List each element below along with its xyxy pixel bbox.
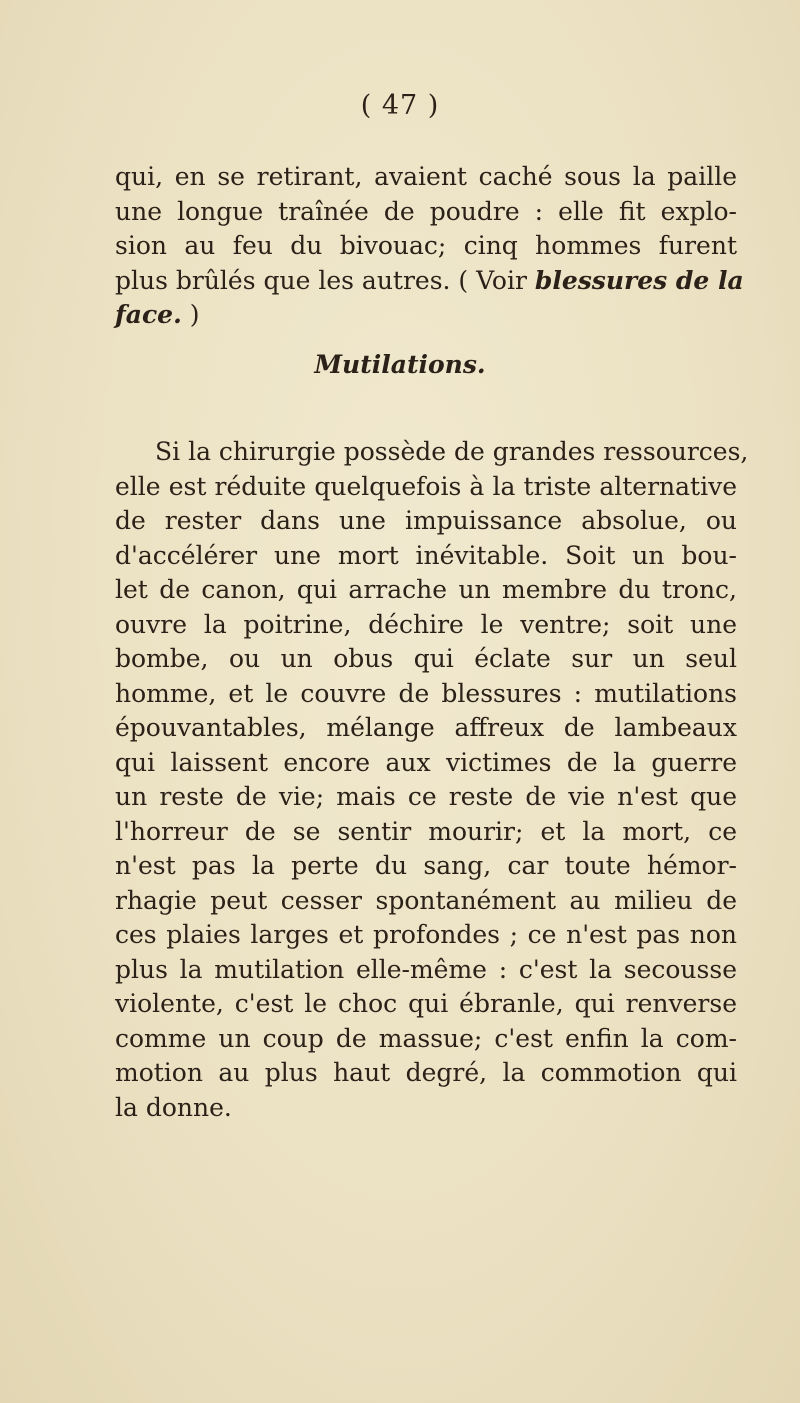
paragraph-continuation [115,160,744,333]
text-line: ouvre la poitrine, déchire le ventre; soit une [115,609,737,639]
text-line: n'est pas la perte du sang, car toute hémor- [115,851,737,880]
text-line: violente, c'est le choc qui ébranle, qui renverse [115,989,737,1018]
text-line: de rester dans une impuissance absolue, ou [115,506,737,535]
text-line: elle est réduite quelquefois à la triste alternative [115,471,737,501]
text-line: plus la mutilation elle-même : c'est la secousse [115,954,737,984]
text-line: ces plaies larges et profondes ; ce n'est pas non [115,920,737,949]
text-line: épouvantables, mélange affreux de lambeaux [115,713,737,742]
text-line: homme, et le couvre de blessures : mutilations [115,678,737,708]
paragraph-mutilations [115,435,749,1125]
text-line: sion au feu du bivouac; cinq hommes furent [115,231,737,260]
text-line-with-reference [115,264,744,299]
text-line: une longue traînée de poudre : elle fit explo- [115,196,737,226]
text-line: bombe, ou un obus qui éclate sur un seul [115,644,737,673]
text-line: motion au plus haut degré, la commotion qui [115,1058,737,1087]
text-line: face. ) [115,300,200,329]
text-line: rhagie peut cesser spontanément au milieu de [115,885,737,915]
page-number: ( 47 ) [360,90,440,121]
text-line: let de canon, qui arrache un membre du tronc, [115,575,737,604]
text-line: la donne. [115,1092,232,1122]
text-line: comme un coup de massue; c'est enfin la com- [115,1023,737,1053]
cross-reference: blessures de la [534,265,744,295]
section-heading: Mutilations. [314,350,486,379]
text-line: un reste de vie; mais ce reste de vie n'est que [115,782,737,811]
text-line: qui, en se retirant, avaient caché sous la paille [115,162,737,191]
text-line: qui laissent encore aux victimes de la guerre [115,747,737,777]
cross-reference-end: face. [115,300,182,329]
text-line: plus brûlés que les autres. ( Voir [115,265,527,295]
text-line: d'accélérer une mort inévitable. Soit un bou- [115,540,737,570]
text-line: Si la chirurgie possède de grandes ressources, [155,437,749,466]
text-line: l'horreur de se sentir mourir; et la mort, ce [115,816,737,846]
